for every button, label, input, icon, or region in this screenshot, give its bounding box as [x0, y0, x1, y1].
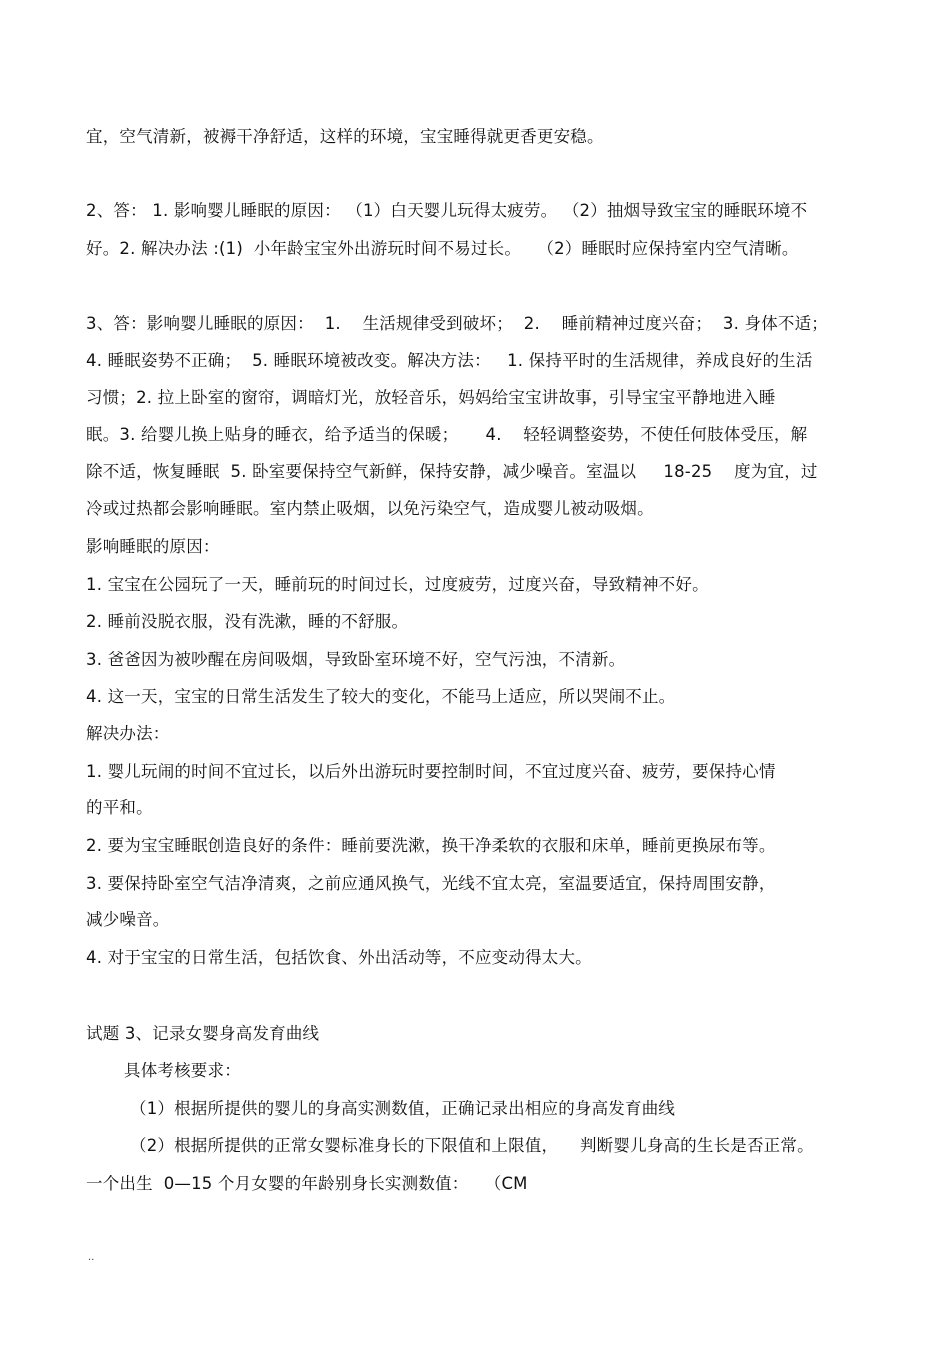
list-item: 3. 要保持卧室空气洁净清爽，之前应通风换气，光线不宜太亮，室温要适宜，保持周围安静，	[86, 874, 776, 893]
list-item-continuation: 的平和。	[86, 798, 153, 817]
answer-3-line: 4. 睡眠姿势不正确； 5. 睡眠环境被改变。解决方法： 1. 保持平时的生活规律，养成良好的生活	[86, 351, 813, 370]
paragraph-line: 宜，空气清新，被褥干净舒适，这样的环境，宝宝睡得就更香更安稳。	[86, 127, 604, 146]
answer-3-line: 眠。3. 给婴儿换上贴身的睡衣，给予适当的保暖； 4. 轻轻调整姿势，不使任何肢体受压，解	[86, 425, 808, 444]
list-item-continuation: 减少噪音。	[86, 910, 170, 929]
requirement-item: （2）根据所提供的正常女婴标准身长的下限值和上限值， 判断婴儿身高的生长是否正常。	[130, 1136, 814, 1155]
list-item: 2. 要为宝宝睡眠创造良好的条件：睡前要洗漱，换干净柔软的衣服和床单，睡前更换尿布等。	[86, 836, 776, 855]
list-item: 3. 爸爸因为被吵醒在房间吸烟，导致卧室环境不好，空气污浊，不清新。	[86, 650, 626, 669]
answer-3-line: 3、答：影响婴儿睡眠的原因： 1. 生活规律受到破坏； 2. 睡前精神过度兴奋； 3. 身体不适；	[86, 314, 828, 333]
requirements-heading: 具体考核要求：	[124, 1061, 241, 1080]
list-item: 2. 睡前没脱衣服，没有洗漱，睡的不舒服。	[86, 612, 409, 631]
section-heading: 解决办法：	[86, 724, 170, 743]
answer-3-line: 除不适，恢复睡眠 5. 卧室要保持空气新鲜，保持安静，减少噪音。室温以 18-25 度为宜，过	[86, 462, 818, 481]
page-footer-mark: ..	[88, 1252, 95, 1263]
exam-question-title: 试题 3、记录女婴身高发育曲线	[86, 1024, 320, 1043]
answer-2-line: 2、答： 1. 影响婴儿睡眠的原因： （1）白天婴儿玩得太疲劳。 （2）抽烟导致宝宝的睡眠环境不	[86, 201, 808, 220]
data-intro-line: 一个出生 0—15 个月女婴的年龄别身长实测数值： （CM	[86, 1174, 528, 1193]
list-item: 4. 对于宝宝的日常生活，包括饮食、外出活动等，不应变动得太大。	[86, 948, 592, 967]
requirement-item: （1）根据所提供的婴儿的身高实测数值，正确记录出相应的身高发育曲线	[130, 1099, 676, 1118]
answer-2-line: 好。2. 解决办法 :(1) 小年龄宝宝外出游玩时间不易过长。 （2）睡眠时应保持室内空气清晰。	[86, 239, 799, 258]
list-item: 1. 宝宝在公园玩了一天，睡前玩的时间过长，过度疲劳，过度兴奋，导致精神不好。	[86, 575, 709, 594]
list-item: 1. 婴儿玩闹的时间不宜过长，以后外出游玩时要控制时间，不宜过度兴奋、疲劳，要保持心情	[86, 762, 776, 781]
section-heading: 影响睡眠的原因：	[86, 537, 220, 556]
list-item: 4. 这一天，宝宝的日常生活发生了较大的变化，不能马上适应，所以哭闹不止。	[86, 687, 676, 706]
answer-3-line: 冷或过热都会影响睡眠。室内禁止吸烟，以免污染空气，造成婴儿被动吸烟。	[86, 499, 654, 518]
answer-3-line: 习惯；2. 拉上卧室的窗帘，调暗灯光，放轻音乐，妈妈给宝宝讲故事，引导宝宝平静地进入睡	[86, 388, 776, 407]
